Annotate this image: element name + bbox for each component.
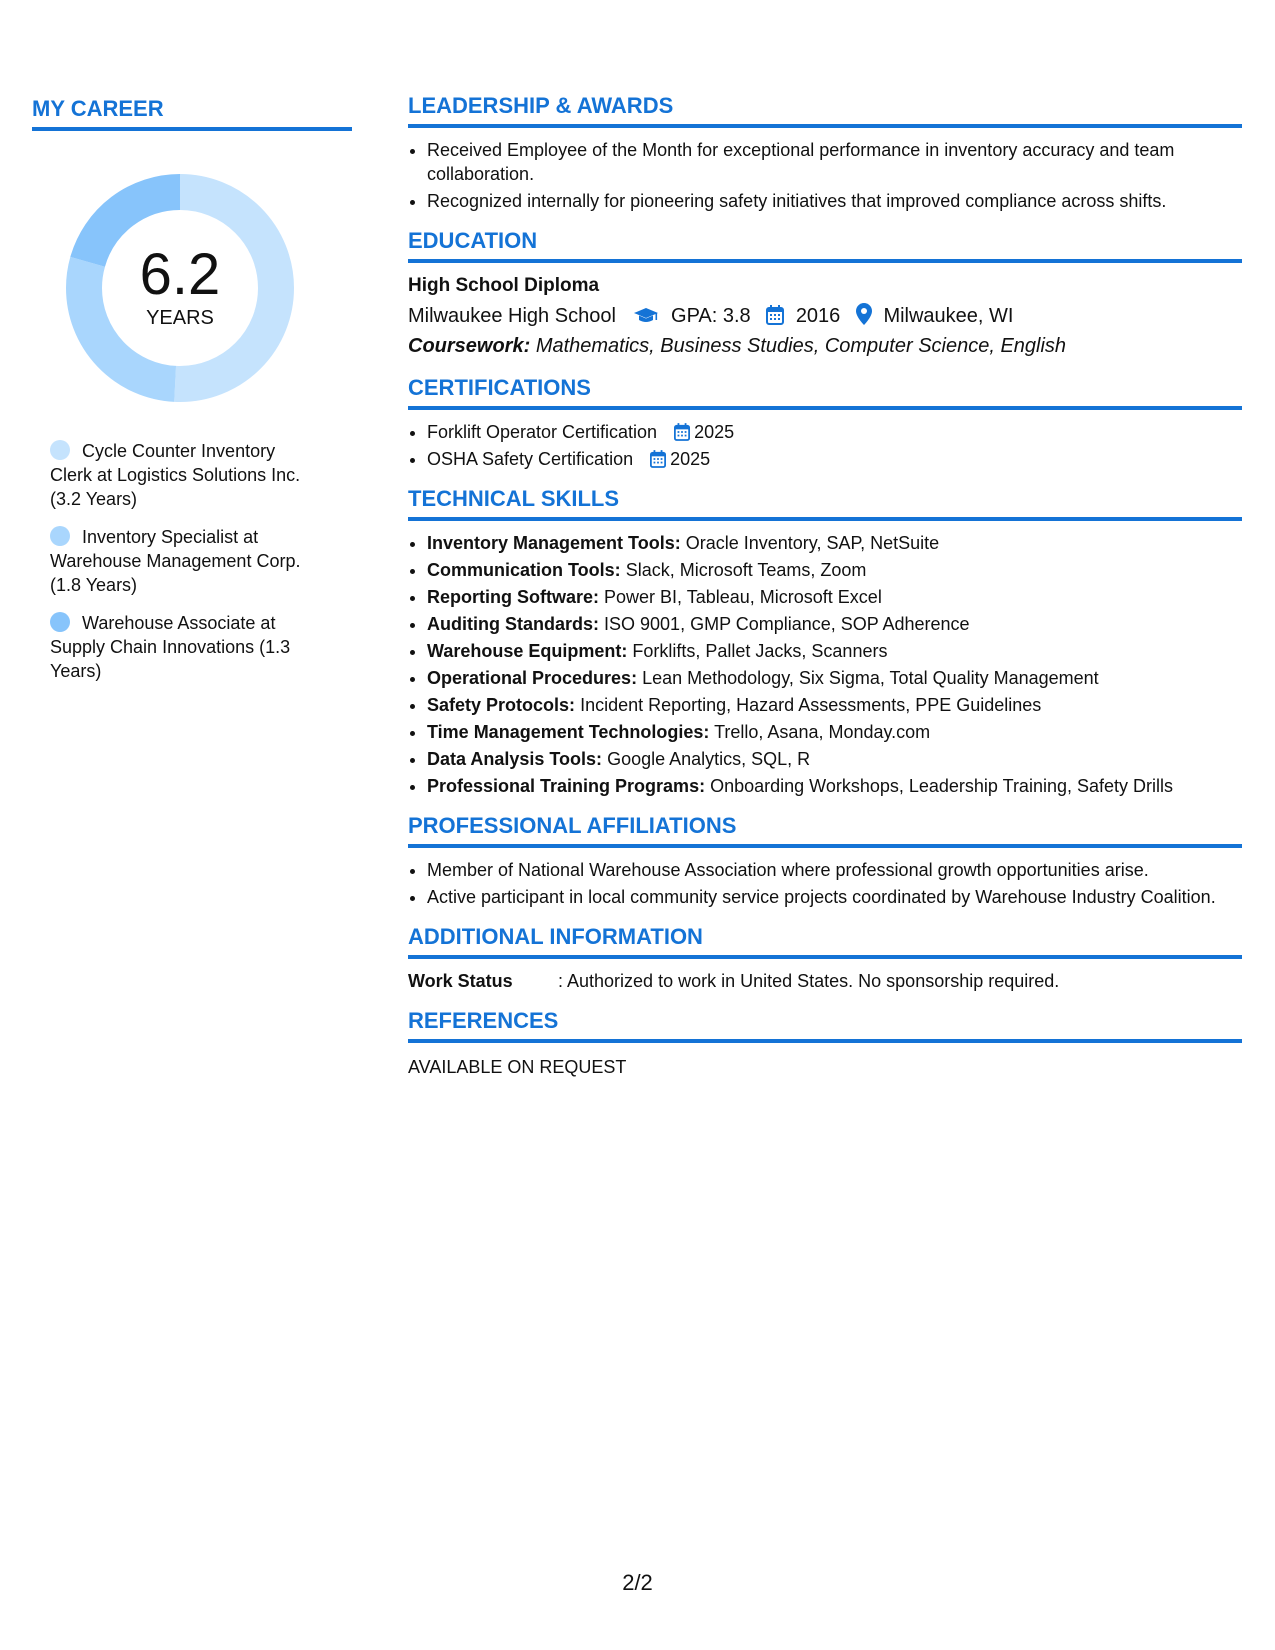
- skill-value: Lean Methodology, Six Sigma, Total Quality Management: [642, 668, 1099, 688]
- list-item: [427, 558, 1242, 582]
- list-item: • Member of National Warehouse Association where professional growth opportunities arise.: [427, 858, 1242, 882]
- skill-label: Warehouse Equipment:: [427, 641, 628, 661]
- education-location: Milwaukee, WI: [883, 305, 1014, 327]
- legend-dot: [50, 612, 70, 632]
- skill-value: Power BI, Tableau, Microsoft Excel: [604, 587, 882, 607]
- leadership-title: LEADERSHIP & AWARDS: [408, 93, 1242, 128]
- list-item: [427, 639, 1242, 663]
- additional-title: ADDITIONAL INFORMATION: [408, 924, 1242, 959]
- skill-value: Google Analytics, SQL, R: [607, 749, 811, 769]
- career-legend-item: [50, 611, 320, 683]
- skill-value: Oracle Inventory, SAP, NetSuite: [685, 533, 940, 553]
- skill-label: Operational Procedures:: [427, 668, 638, 688]
- certification-name: Forklift Operator Certification: [427, 422, 658, 442]
- graduation-cap-icon: [633, 307, 659, 325]
- career-sidebar: [32, 96, 352, 697]
- affiliations-section: [408, 813, 1242, 909]
- career-item-label: Inventory Specialist at Warehouse Management Corp. (1.8 Years): [50, 527, 301, 595]
- skill-label: Data Analysis Tools:: [427, 749, 603, 769]
- list-item: • Active participant in local community service projects coordinated by Warehouse Industry Coalition.: [427, 885, 1242, 909]
- certifications-title: CERTIFICATIONS: [408, 375, 1242, 410]
- career-legend-item: [50, 525, 320, 597]
- list-item: [427, 774, 1242, 798]
- work-status-value: : Authorized to work in United States. No sponsorship required.: [558, 971, 1060, 991]
- education-details: [408, 302, 1242, 330]
- list-item: • Recognized internally for pioneering safety initiatives that improved compliance across shifts.: [427, 189, 1242, 213]
- legend-dot: [50, 440, 70, 460]
- skill-value: Incident Reporting, Hazard Assessments, PPE Guidelines: [580, 695, 1042, 715]
- list-item: [427, 585, 1242, 609]
- references-section: [408, 1008, 1242, 1079]
- career-legend: [50, 439, 320, 683]
- list-item: [427, 666, 1242, 690]
- list-item: [427, 420, 1242, 444]
- skill-label: Reporting Software:: [427, 587, 600, 607]
- list-item: • Received Employee of the Month for exceptional performance in inventory accuracy and team collaboration.: [427, 138, 1242, 186]
- skill-label: Safety Protocols:: [427, 695, 576, 715]
- list-item: [427, 747, 1242, 771]
- education-gpa: GPA: 3.8: [671, 305, 751, 327]
- education-section: [408, 228, 1242, 360]
- skill-value: ISO 9001, GMP Compliance, SOP Adherence: [604, 614, 970, 634]
- skill-label: Inventory Management Tools:: [427, 533, 681, 553]
- coursework-label: Coursework:: [408, 335, 531, 357]
- career-item-label: Cycle Counter Inventory Clerk at Logistics Solutions Inc. (3.2 Years): [50, 441, 301, 509]
- calendar-icon: [766, 305, 784, 325]
- career-item-label: Warehouse Associate at Supply Chain Innovations (1.3 Years): [50, 613, 291, 681]
- legend-dot: [50, 526, 70, 546]
- certifications-list: [408, 420, 1242, 471]
- leadership-list: [408, 138, 1242, 213]
- list-item: [427, 612, 1242, 636]
- certification-year: 2025: [670, 449, 711, 469]
- list-item: [427, 447, 1242, 471]
- work-status-label: Work Status: [408, 971, 513, 991]
- education-degree: High School Diploma: [408, 275, 600, 296]
- skill-value: Trello, Asana, Monday.com: [714, 722, 931, 742]
- references-text: AVAILABLE ON REQUEST: [408, 1057, 627, 1077]
- education-year: 2016: [795, 305, 841, 327]
- additional-section: [408, 924, 1242, 993]
- career-legend-item: [50, 439, 320, 511]
- certification-name: OSHA Safety Certification: [427, 449, 634, 469]
- leadership-section: [408, 93, 1242, 213]
- career-donut-chart: [65, 173, 295, 403]
- skill-value: Slack, Microsoft Teams, Zoom: [625, 560, 867, 580]
- career-title: MY CAREER: [32, 96, 352, 131]
- map-pin-icon: [856, 303, 872, 325]
- skill-label: Professional Training Programs:: [427, 776, 706, 796]
- donut-center: [65, 173, 295, 403]
- list-item: [427, 531, 1242, 555]
- skill-value: Onboarding Workshops, Leadership Training, Safety Drills: [710, 776, 1173, 796]
- skill-value: Forklifts, Pallet Jacks, Scanners: [632, 641, 888, 661]
- education-coursework: [408, 332, 1242, 360]
- calendar-icon: [674, 423, 690, 441]
- calendar-icon: [650, 450, 666, 468]
- affiliations-title: PROFESSIONAL AFFILIATIONS: [408, 813, 1242, 848]
- work-status-row: [408, 969, 1242, 993]
- list-item: [427, 720, 1242, 744]
- skills-list: [408, 531, 1242, 798]
- education-school: Milwaukee High School: [408, 305, 616, 327]
- page-number: 2/2: [622, 1570, 653, 1595]
- certification-year: 2025: [694, 422, 735, 442]
- skill-label: Time Management Technologies:: [427, 722, 710, 742]
- coursework-list: Mathematics, Business Studies, Computer Science, English: [535, 335, 1067, 357]
- skills-section: [408, 486, 1242, 798]
- career-years-unit: YEARS: [146, 307, 214, 329]
- skills-title: TECHNICAL SKILLS: [408, 486, 1242, 521]
- career-total-years: 6.2: [139, 242, 221, 307]
- certifications-section: [408, 375, 1242, 471]
- skill-label: Auditing Standards:: [427, 614, 599, 634]
- main-content: [408, 93, 1242, 1094]
- list-item: [427, 693, 1242, 717]
- affiliations-list: [408, 858, 1242, 909]
- references-title: REFERENCES: [408, 1008, 1242, 1043]
- skill-label: Communication Tools:: [427, 560, 621, 580]
- education-title: EDUCATION: [408, 228, 1242, 263]
